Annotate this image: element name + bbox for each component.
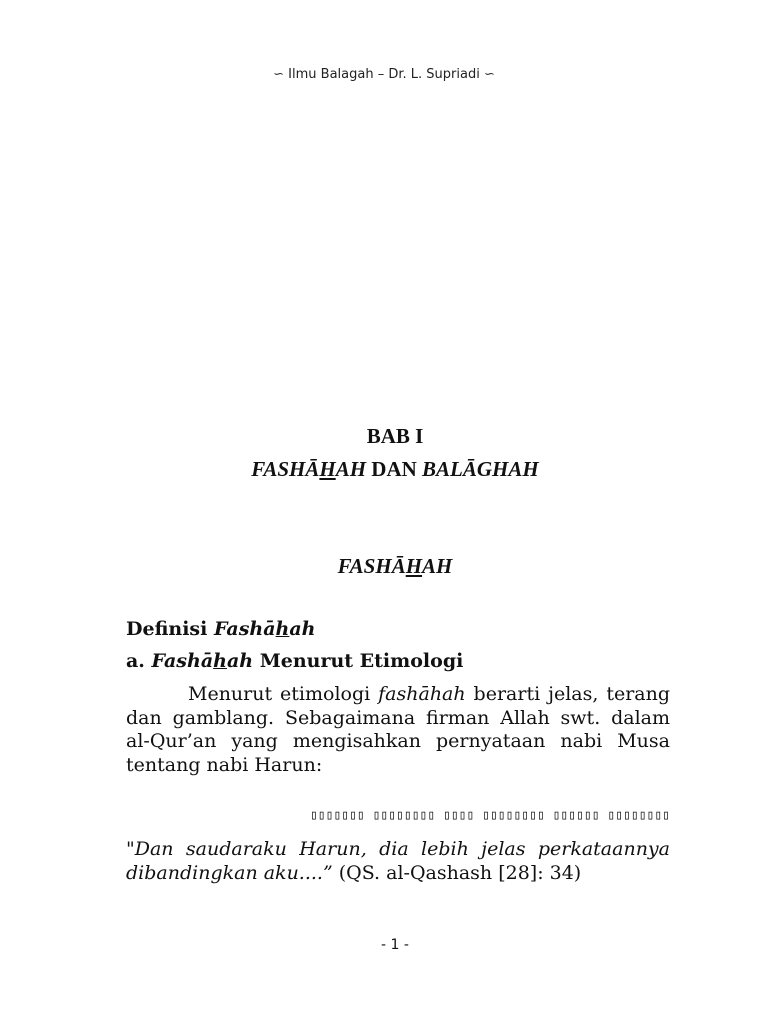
definition-heading (126, 618, 316, 640)
paragraph-text-before: Menurut etimologi (188, 683, 379, 705)
subheading-term-b: ah (226, 650, 254, 672)
chapter-title-term1u: H (319, 457, 336, 481)
page-number: - 1 - (381, 937, 409, 953)
definition-label: Definisi (126, 618, 214, 640)
verse-translation (126, 837, 670, 885)
subheading-term-u: h (213, 650, 227, 672)
paragraph-term: fashāhah (378, 683, 466, 705)
chapter-title-term2: BALĀGHAH (422, 457, 539, 481)
subheading-suffix: Menurut Etimologi (253, 650, 464, 672)
quote-open-mark: " (126, 838, 135, 860)
ornament-right-icon: ∽ (483, 67, 495, 82)
ornament-left-icon: ∽ (273, 67, 285, 82)
definition-term-b: ah (289, 618, 316, 640)
running-header (0, 67, 768, 82)
etymology-subheading (126, 650, 463, 672)
definition-term-u: h (275, 618, 290, 640)
chapter-title-conjunction: DAN (366, 457, 423, 481)
quote-citation: (QS. al-Qashash [28]: 34) (332, 862, 582, 884)
subheading-term-a: Fashā (151, 650, 214, 672)
quote-italic-text: Dan saudaraku Harun, dia lebih jelas perkataannya dibandingkan aku....” (126, 838, 670, 884)
section-title-u: H (405, 554, 423, 578)
chapter-number: BAB I (366, 424, 424, 448)
arabic-verse: ▯▯▯▯▯▯▯ ▯▯▯▯▯▯▯▯ ▯▯▯▯ ▯▯▯▯▯▯▯▯ ▯▯▯▯▯▯ ▯▯▯▯▯▯▯▯ (309, 808, 670, 823)
section-title-b: AH (422, 554, 453, 578)
definition-term-a: Fashā (213, 618, 276, 640)
section-title (0, 554, 768, 579)
subheading-prefix: a. (126, 650, 152, 672)
running-header-text: Ilmu Balagah – Dr. L. Supriadi (288, 67, 480, 82)
section-title-a: FASHĀ (337, 554, 406, 578)
chapter-title-term1a: FASHĀ (251, 457, 320, 481)
chapter-title-term1b: AH (335, 457, 367, 481)
paragraph-text-after: berarti jelas, terang dan gamblang. Sebagaimana firman Allah swt. dalam al-Qur’an yang mengisahkan pernyataan nabi Musa tentang nabi Harun: (126, 683, 671, 776)
chapter-title (0, 457, 768, 482)
body-paragraph (126, 683, 670, 777)
